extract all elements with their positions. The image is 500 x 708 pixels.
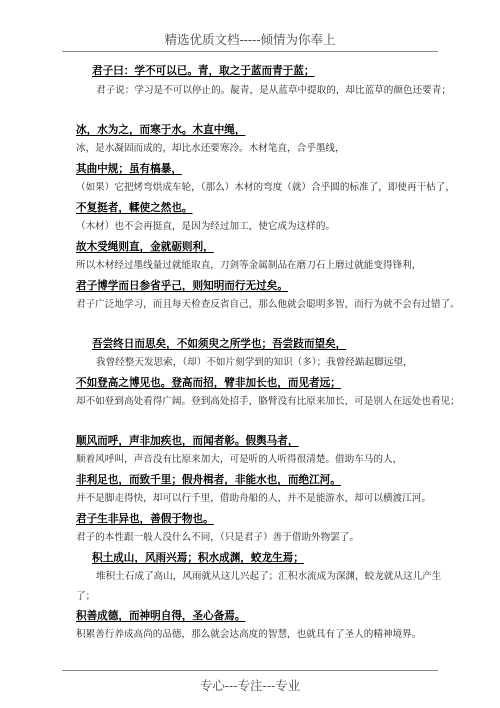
- translation-line: 冰，是水凝固而成的，却比水还要寒冷。木材笔直，合乎墨线，: [76, 143, 345, 154]
- classical-line: 不如登高之博见也。登高而招，臂非加长也，而见者远；: [76, 377, 341, 389]
- classical-line: 君子博学而日参省乎己，则知明而行无过矣。: [76, 280, 288, 292]
- translation-line: 君子的本性跟一般人没什么不同，（只是君子）善于借助外物罢了。: [76, 532, 360, 543]
- translation-line: （木材）也不会再挺直，是因为经过加工，使它成为这样的。: [76, 221, 336, 232]
- footer-rule: [62, 670, 438, 671]
- translation-line: 我曾经整天发思索，（却）不如片刻学到的知识（多）；我曾经踮起脚远望，: [96, 357, 413, 368]
- translation-line: 积累善行养成高尚的品德，那么就会达高度的智慧，也就具有了圣人的精神境界。: [76, 629, 422, 640]
- classical-line: 积土成山，风雨兴焉；积水成渊，蛟龙生焉；: [92, 552, 304, 564]
- translation-line: 却不如登到高处看得广阔。登到高处招手，胳臂没有比原来加长，可是别人在远处也看见；: [76, 396, 460, 407]
- classical-line: 故木受绳则直，金就砺则利，: [76, 241, 214, 253]
- translation-line: 所以木材经过墨线量过就能取直，刀剑等金属制品在磨刀石上磨过就能变得锋利，: [76, 260, 422, 271]
- translation-line: 并不是脚走得快，却可以行千里，借助舟船的人，并不是能游水，却可以横渡江河。: [76, 493, 431, 504]
- translation-line: 堆积土石成了高山，风雨就从这儿兴起了；汇积水流成为深渊，蛟龙就从这儿产生: [96, 571, 442, 582]
- translation-line: 君子说：学习是不可以停止的。靛青，是从蓝草中提取的，却比蓝草的颜色还要青；: [96, 85, 451, 96]
- translation-line: 了；: [76, 591, 96, 602]
- translation-line: 顺着风呼叫，声音没有比原来加大，可是听的人听得很清楚。借助车马的人，: [76, 454, 403, 465]
- classical-line: 非利足也，而致千里；假舟楫者，非能水也，而绝江河。: [76, 474, 341, 486]
- classical-line: 其曲中规；虽有槁暴，: [76, 163, 182, 175]
- classical-line: 君子生非异也，善假于物也。: [76, 513, 214, 525]
- page-footer: 专心---专注---专业: [199, 678, 301, 693]
- page-header: 精选优质文档-----倾情为你奉上: [164, 32, 336, 47]
- classical-line: 积善成德，而神明自得，圣心备焉。: [76, 610, 246, 622]
- classical-line: 不复挺者，輮使之然也。: [76, 202, 193, 214]
- classical-line: 顺风而呼，声非加疾也，而闻者彰。假舆马者，: [76, 435, 299, 447]
- translation-line: 君子广泛地学习，而且每天检查反省自己，那么他就会聪明多智，而行为就不会有过错了。: [76, 299, 460, 310]
- classical-line: 吾尝终日而思矣，不如须臾之所学也；吾尝跂而望矣，: [92, 338, 347, 350]
- classical-line: 冰，水为之，而寒于水。木直中绳，: [76, 124, 246, 136]
- header-rule: [62, 51, 438, 52]
- classical-line: 君子曰：学不可以已。青，取之于蓝而青于蓝；: [92, 65, 315, 77]
- translation-line: （如果）它把烤弯烘成车轮，（那么）木材的弯度（就）合乎圆的标准了，即使再干枯了，: [76, 182, 455, 193]
